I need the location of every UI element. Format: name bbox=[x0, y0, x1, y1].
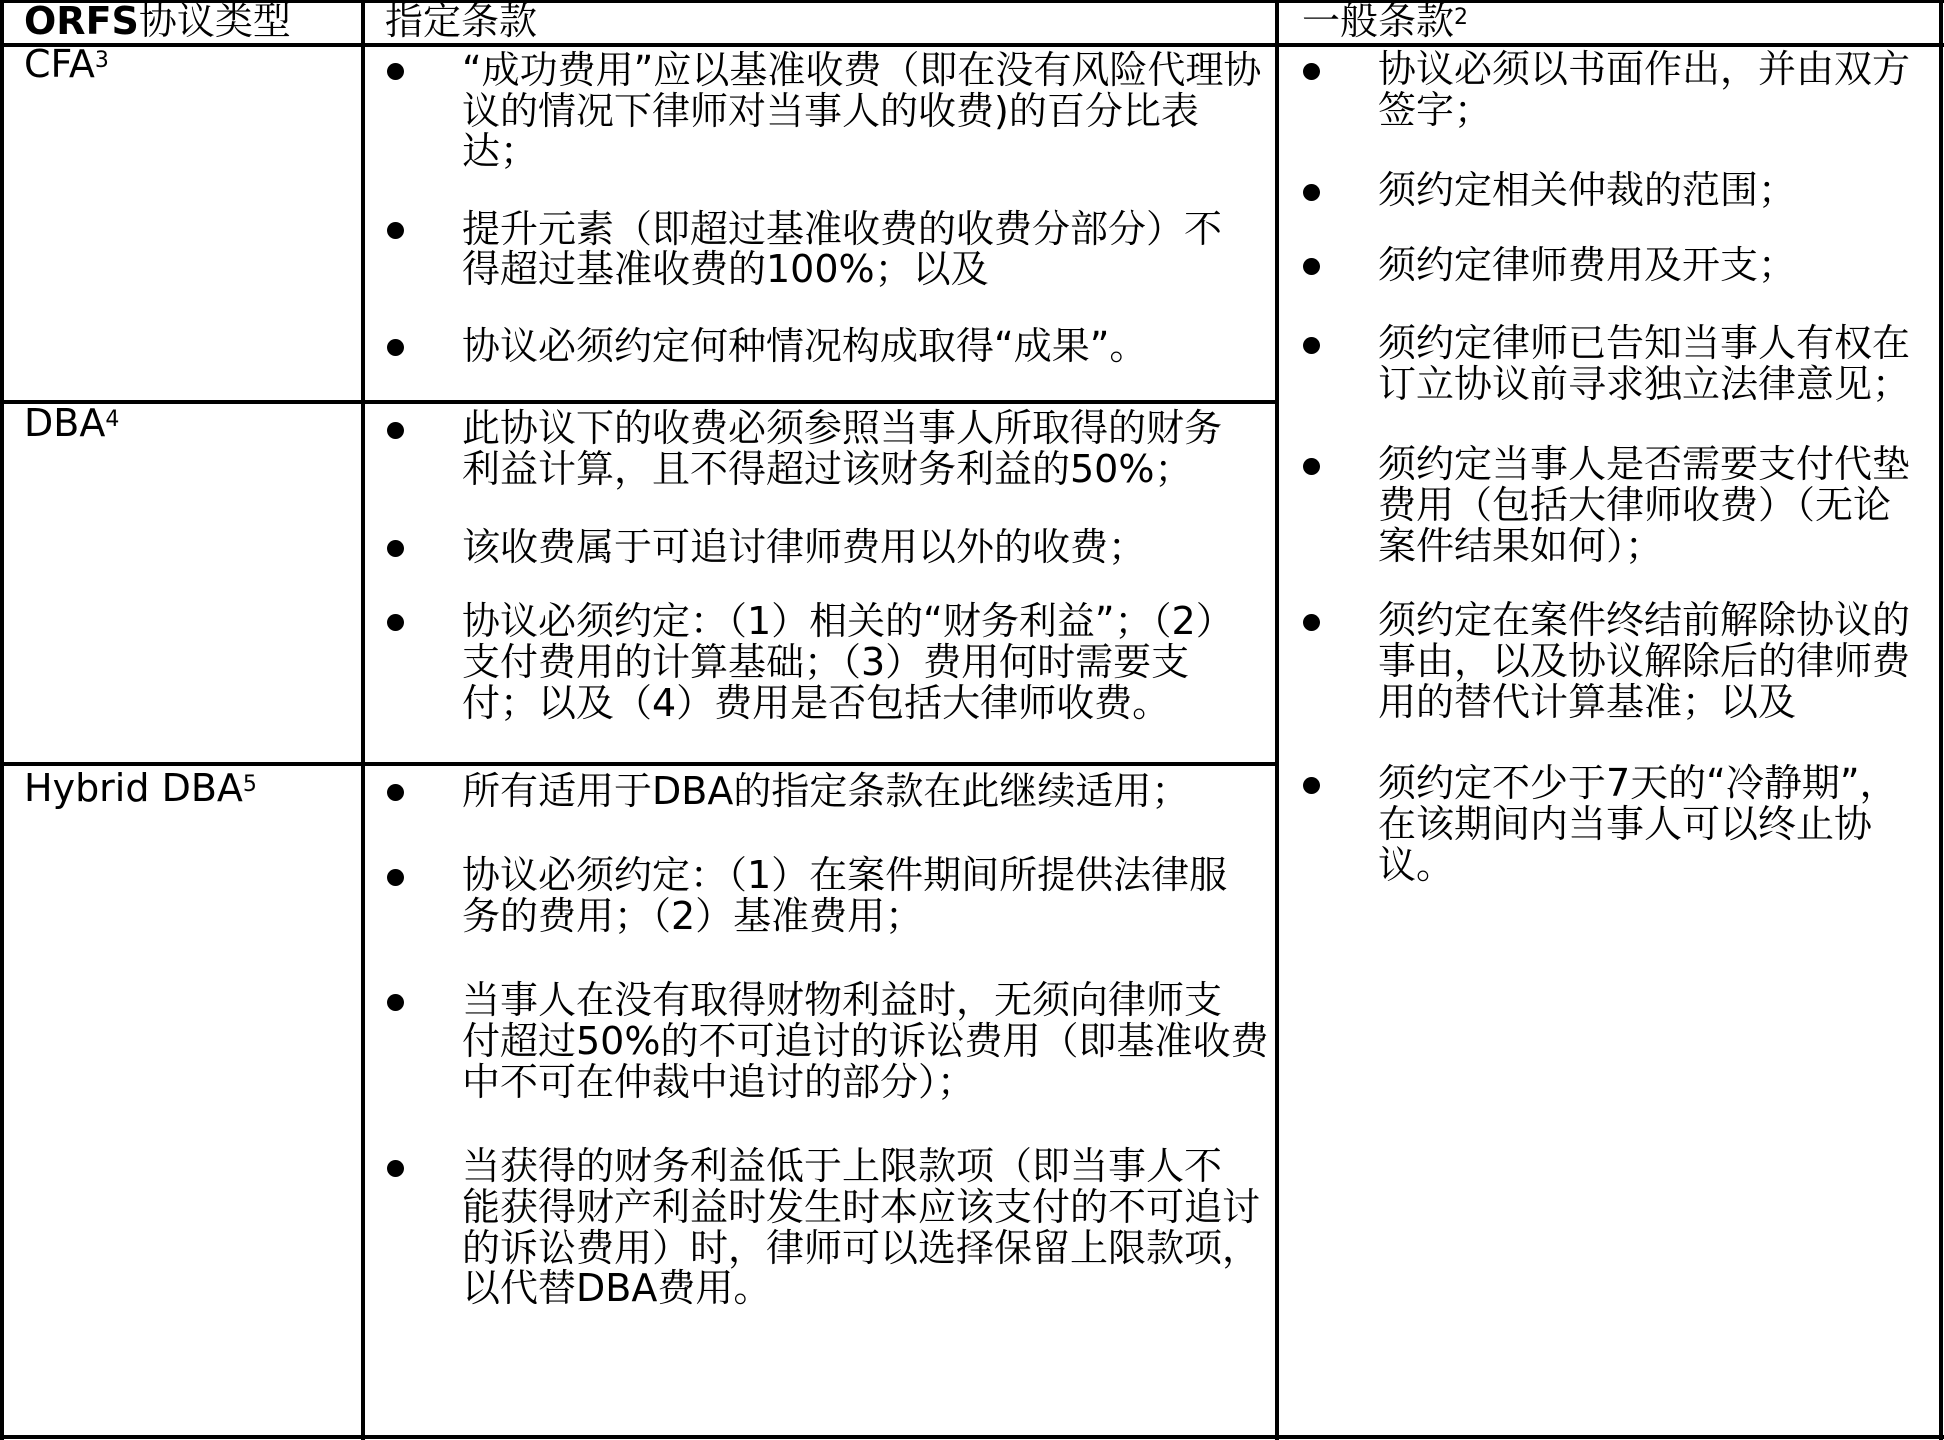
general-item-7-line-1: 须约定不少于7天的“冷静期”， bbox=[1378, 761, 1898, 805]
table-border-right bbox=[1939, 0, 1943, 1440]
header-col1-rest: 协议类型 bbox=[138, 0, 291, 43]
row-label-dba-footnote: 4 bbox=[105, 407, 120, 432]
table-border-bottom bbox=[0, 1435, 1944, 1439]
header-col3-footnote: 2 bbox=[1454, 5, 1469, 30]
general-item-4-line-2: 订立协议前寻求独立法律意见； bbox=[1378, 362, 1911, 406]
general-item-6-line-2: 事由，以及协议解除后的律师费 bbox=[1378, 639, 1911, 683]
bullet-icon bbox=[387, 784, 404, 801]
cfa-item-2-line-2: 得超过基准收费的100%；以及 bbox=[462, 247, 989, 291]
hybrid-item-4-line-2: 能获得财产利益时发生时本应该支付的不可追讨 bbox=[462, 1185, 1261, 1229]
column-divider-1 bbox=[361, 0, 365, 1440]
bullet-icon bbox=[387, 1160, 404, 1177]
bullet-icon bbox=[387, 614, 404, 631]
bullet-icon bbox=[387, 540, 404, 557]
bullet-icon bbox=[1303, 614, 1320, 631]
hybrid-item-3-line-2: 付超过50%的不可追讨的诉讼费用（即基准收费 bbox=[462, 1019, 1269, 1063]
cfa-item-1-line-3: 达； bbox=[462, 129, 539, 173]
row-label-cfa-footnote: 3 bbox=[94, 48, 109, 73]
general-item-2-line-1: 须约定相关仲裁的范围； bbox=[1378, 168, 1797, 212]
row-label-cfa bbox=[24, 44, 109, 84]
general-item-1-line-1: 协议必须以书面作出，并由双方 bbox=[1378, 47, 1911, 91]
general-item-1-line-2: 签字； bbox=[1378, 88, 1493, 132]
cfa-item-1-line-2: 议的情况下律师对当事人的收费)的百分比表 bbox=[462, 89, 1199, 133]
row-label-cfa-text: CFA bbox=[24, 42, 95, 86]
bullet-icon bbox=[387, 994, 404, 1011]
hybrid-item-2-line-1: 协议必须约定：（1）在案件期间所提供法律服 bbox=[462, 853, 1228, 897]
hybrid-item-1-line-1: 所有适用于DBA的指定条款在此继续适用； bbox=[462, 769, 1190, 813]
bullet-icon bbox=[1303, 184, 1320, 201]
dba-item-3-line-2: 支付费用的计算基础；（3）费用何时需要支 bbox=[462, 640, 1190, 684]
dba-item-1-line-2: 利益计算，且不得超过该财务利益的50%； bbox=[462, 447, 1193, 491]
general-item-5-line-2: 费用（包括大律师收费）（无论 bbox=[1378, 483, 1892, 527]
row-divider-cfa-dba bbox=[0, 400, 1277, 404]
hybrid-item-3-line-1: 当事人在没有取得财物利益时，无须向律师支 bbox=[462, 978, 1223, 1022]
hybrid-item-4-line-1: 当获得的财务利益低于上限款项（即当事人不 bbox=[462, 1144, 1223, 1188]
bullet-icon bbox=[387, 869, 404, 886]
hybrid-item-4-line-4: 以代替DBA费用。 bbox=[462, 1266, 772, 1310]
general-item-7-line-3: 议。 bbox=[1378, 843, 1455, 887]
dba-item-3-line-1: 协议必须约定：（1）相关的“财务利益”；（2） bbox=[462, 599, 1234, 643]
header-col3 bbox=[1302, 0, 1468, 42]
column-divider-2 bbox=[1275, 0, 1279, 1440]
bullet-icon bbox=[387, 63, 404, 80]
row-label-dba bbox=[24, 403, 119, 443]
cfa-item-1-line-1: “成功费用”应以基准收费（即在没有风险代理协 bbox=[462, 48, 1262, 92]
dba-item-3-line-3: 付；以及（4）费用是否包括大律师收费。 bbox=[462, 681, 1171, 725]
table-border-left bbox=[0, 0, 4, 1440]
header-col2: 指定条款 bbox=[385, 0, 538, 43]
dba-item-2-line-1: 该收费属于可追讨律师费用以外的收费； bbox=[462, 525, 1147, 569]
bullet-icon bbox=[387, 339, 404, 356]
bullet-icon bbox=[1303, 777, 1320, 794]
header-col3-text: 一般条款 bbox=[1302, 0, 1455, 43]
hybrid-item-2-line-2: 务的费用；（2）基准费用； bbox=[462, 894, 924, 938]
cfa-item-3-line-1: 协议必须约定何种情况构成取得“成果”。 bbox=[462, 324, 1148, 368]
hybrid-item-4-line-3: 的诉讼费用）时，律师可以选择保留上限款项， bbox=[462, 1226, 1261, 1270]
table-border-top bbox=[0, 0, 1944, 3]
row-label-hybrid-dba bbox=[24, 768, 257, 808]
general-item-6-line-3: 用的替代计算基准；以及 bbox=[1378, 680, 1797, 724]
general-item-7-line-2: 在该期间内当事人可以终止协 bbox=[1378, 802, 1873, 846]
general-item-5-line-1: 须约定当事人是否需要支付代垫 bbox=[1378, 442, 1911, 486]
bullet-icon bbox=[387, 222, 404, 239]
general-item-5-line-3: 案件结果如何）； bbox=[1378, 524, 1664, 568]
row-label-hybrid-dba-footnote: 5 bbox=[242, 772, 257, 797]
general-item-3-line-1: 须约定律师费用及开支； bbox=[1378, 243, 1797, 287]
bullet-icon bbox=[1303, 458, 1320, 475]
header-col1 bbox=[24, 0, 291, 42]
dba-item-1-line-1: 此协议下的收费必须参照当事人所取得的财务 bbox=[462, 406, 1223, 450]
hybrid-item-3-line-3: 中不可在仲裁中追讨的部分）； bbox=[462, 1060, 976, 1104]
header-col1-prefix: ORFS bbox=[24, 0, 139, 43]
bullet-icon bbox=[1303, 63, 1320, 80]
row-label-hybrid-dba-text: Hybrid DBA bbox=[24, 766, 243, 810]
bullet-icon bbox=[387, 422, 404, 439]
bullet-icon bbox=[1303, 258, 1320, 275]
bullet-icon bbox=[1303, 337, 1320, 354]
general-item-4-line-1: 须约定律师已告知当事人有权在 bbox=[1378, 321, 1911, 365]
general-item-6-line-1: 须约定在案件终结前解除协议的 bbox=[1378, 598, 1911, 642]
cfa-item-2-line-1: 提升元素（即超过基准收费的收费分部分）不 bbox=[462, 207, 1223, 251]
row-label-dba-text: DBA bbox=[24, 401, 106, 445]
